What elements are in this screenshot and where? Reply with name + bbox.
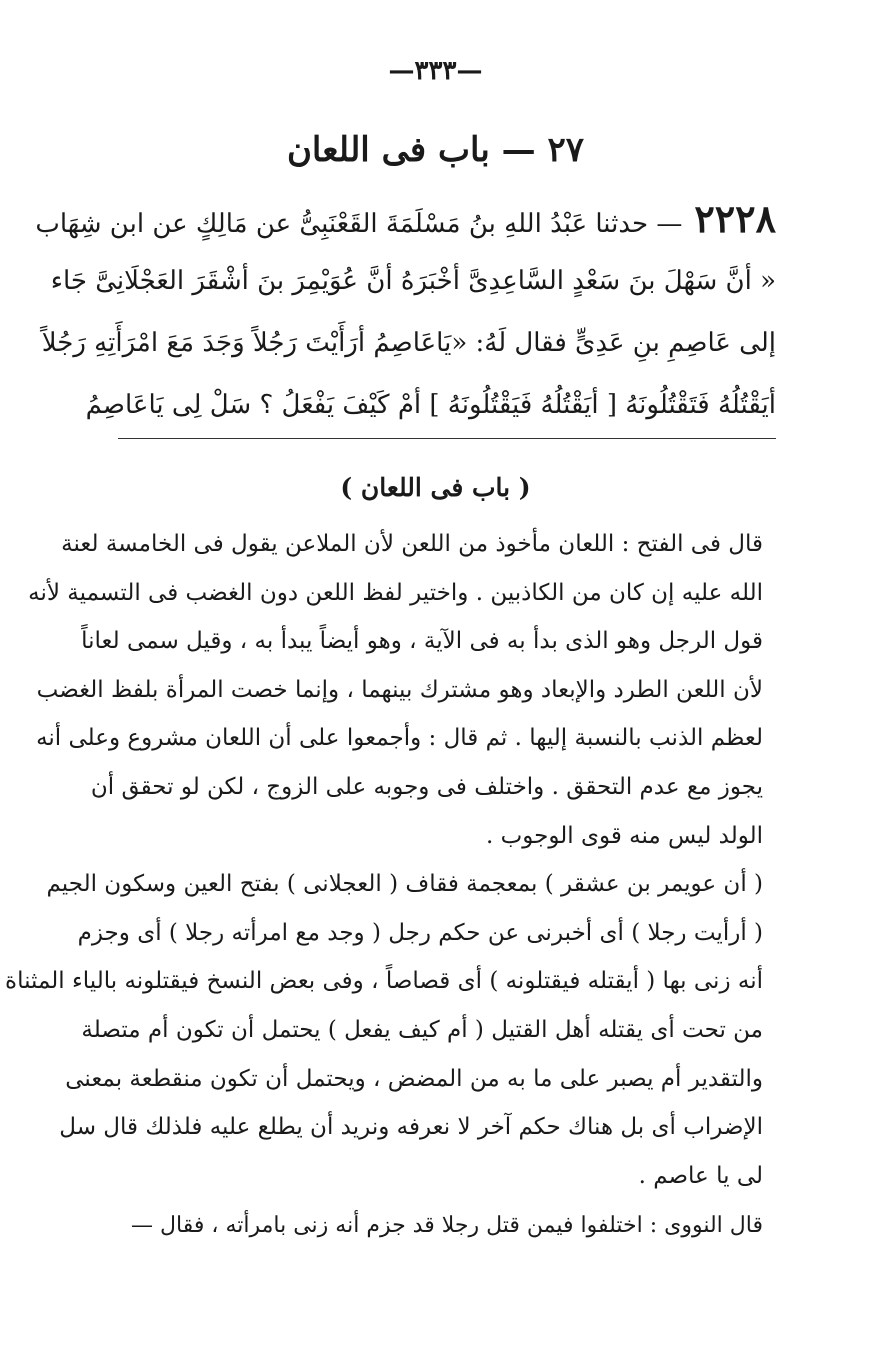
commentary-bottom-line: قال النووى : اختلفوا فيمن قتل رجلا قد جزم أنه زنى بامرأته ، فقال — bbox=[131, 1213, 763, 1238]
hadith-line-4: أيَقْتُلُهُ فَتَقْتُلُونَهُ [ أيَقْتُلُهُ فَيَقْتُلُونَهُ ] أمْ كَيْفَ يَفْعَلُ ؟ سَلْ لِى يَاعَاصِمُ bbox=[85, 390, 776, 420]
commentary-line-10: أنه زنى بها ( أيقتله فيقتلونه ) أى قصاصاً ، وفى بعض النسخ فيقتلونه بالياء المثناة bbox=[5, 968, 763, 995]
chapter-heading: ٢٧ — باب فى اللعان bbox=[286, 130, 585, 170]
commentary-line-9: ( أرأيت رجلا ) أى أخبرنى عن حكم رجل ( وجد مع امرأته رجلا ) أى وجزم bbox=[77, 919, 763, 946]
commentary-line-5: لعظم الذنب بالنسبة إليها . ثم قال : وأجمعوا على أن اللعان مشروع وعلى أنه bbox=[36, 725, 763, 752]
commentary-line-4: لأن اللعن الطرد والإبعاد وهو مشترك بينهما ، وإنما خصت المرأة بلفظ الغضب bbox=[36, 676, 763, 703]
hadith-line-1 bbox=[35, 188, 776, 250]
commentary-text bbox=[5, 520, 763, 1200]
commentary-line-7: الولد ليس منه قوى الوجوب . bbox=[486, 822, 763, 849]
commentary-line-6: يجوز مع عدم التحقق . واختلف فى وجوبه على الزوج ، لكن لو تحقق أن bbox=[90, 773, 763, 800]
commentary-title: ( باب فى اللعان ) bbox=[340, 473, 531, 502]
hadith-number: ٢٢٢٨ bbox=[694, 196, 776, 241]
commentary-line-3: قول الرجل وهو الذى بدأ به فى الآية ، وهو أيضاً يبدأ به ، وقيل سمى لعاناً bbox=[81, 628, 763, 655]
commentary-line-2: الله عليه إن كان من الكاذبين . واختير لفظ اللعن دون الغضب فى التسمية لأنه bbox=[28, 579, 763, 606]
hadith-line-3: إلى عَاصِمِ بنِ عَدِىٍّ فقال لَهُ: «يَاعَاصِمُ أرَأَيْتَ رَجُلاً وَجَدَ مَعَ امْرَأَتِهِ رَجُلاً bbox=[41, 328, 776, 358]
commentary-line-1: قال فى الفتح : اللعان مأخوذ من اللعن لأن الملاعن يقول فى الخامسة لعنة bbox=[61, 531, 763, 557]
hadith-text bbox=[35, 188, 776, 436]
hadith-line-2: « أنَّ سَهْلَ بنَ سَعْدٍ السَّاعِدِىَّ أخْبَرَهُ أنَّ عُوَيْمِرَ بنَ أشْقَرَ العَجْلَانِىَّ جَاء bbox=[50, 266, 776, 296]
page-number: —٣٣٣— bbox=[388, 56, 483, 86]
commentary-line-13: الإضراب أى بل هناك حكم آخر لا نعرفه ونريد أن يطلع عليه فلذلك قال سل bbox=[59, 1114, 763, 1141]
hadith-line-1-text: — حدثنا عَبْدُ اللهِ بنُ مَسْلَمَةَ القَعْنَبِىُّ عن مَالِكٍ عن ابن شِهَاب bbox=[35, 209, 683, 239]
commentary-line-8: ( أن عويمر بن عشقر ) بمعجمة فقاف ( العجلانى ) بفتح العين وسكون الجيم bbox=[46, 871, 763, 898]
commentary-line-12: والتقدير أم يصبر على ما به من المضض ، ويحتمل أن تكون منقطعة بمعنى bbox=[65, 1065, 763, 1092]
commentary-line-11: من تحت أى يقتله أهل القتيل ( أم كيف يفعل ) يحتمل أن تكون أم متصلة bbox=[81, 1016, 763, 1043]
footnote-divider bbox=[118, 438, 776, 439]
commentary-line-14: لى يا عاصم . bbox=[638, 1162, 763, 1189]
